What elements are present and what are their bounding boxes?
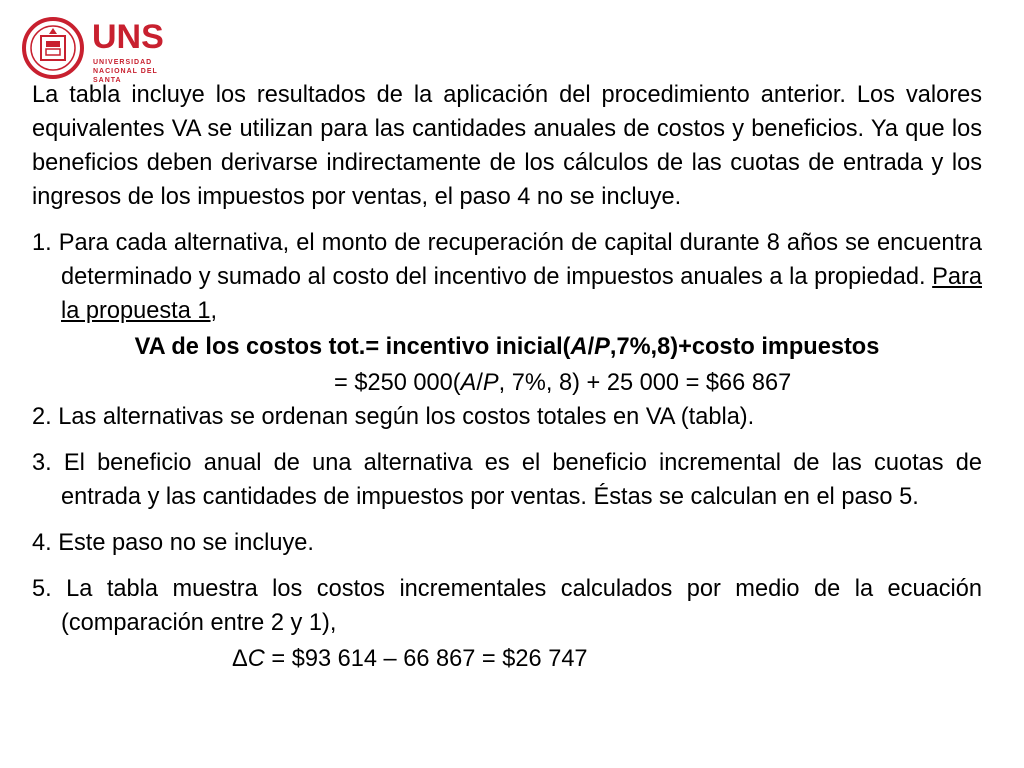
logo-subtitle-line2: NACIONAL DEL SANTA [93,68,158,84]
intro-paragraph: La tabla incluye los resultados de la aplicación del procedimiento anterior. Los valores equivalentes VA se utilizan para las cantidades anuales de costos y beneficios. Ya que los beneficios deben derivarse indirectamente de los cálculos de las cuotas de entrada y los ingresos de los impuestos por ventas, el paso 4 no se incluye. [32,82,982,210]
logo-name: UNS [92,18,164,56]
formula-total-cost [32,330,982,364]
logo-subtitle-line1: UNIVERSIDAD [93,59,153,66]
step-1-after: , [210,298,218,324]
formula-2-slash: / [476,370,483,396]
step-5: 5. La tabla muestra los costos incrementales calculados por medio de la ecuación (comparación entre 2 y 1), [32,576,982,636]
formula-1-slash: / [587,334,595,360]
formula-2-p: P [482,370,499,396]
step-4: 4. Este paso no se incluye. [32,530,314,556]
proposal-1-link: Para la propuesta 1 [61,264,982,324]
formula-2-a: A [460,370,477,396]
formula-2-prefix: = $250 000( [334,370,461,396]
slide-content [32,78,982,676]
formula-1-a: A [570,334,588,360]
step-1 [32,226,982,328]
university-seal-icon [22,14,84,82]
uns-logo [22,14,172,84]
step-1-text: 1. Para cada alternativa, el monto de recuperación de capital durante 8 años se encuentra determinado y sumado al costo del incentivo de impuestos anuales a la propiedad. [32,230,982,290]
delta-symbol: Δ [232,646,248,672]
formula-result [32,366,982,400]
step-2: 2. Las alternativas se ordenan según los costos totales en VA (tabla). [32,404,755,430]
delta-cost-formula [32,642,982,676]
delta-expr: = $93 614 – 66 867 = $26 747 [264,646,588,672]
formula-2-suffix: , 7%, 8) + 25 000 = $66 867 [498,370,792,396]
formula-1-prefix: VA de los costos tot.= incentivo inicial( [134,334,571,360]
formula-1-suffix: ,7%,8)+costo impuestos [609,334,880,360]
step-3: 3. El beneficio anual de una alternativa es el beneficio incremental de las cuotas de entrada y las cantidades de impuestos por ventas. Éstas se calculan en el paso 5. [32,450,982,510]
formula-1-p: P [594,334,610,360]
delta-var: C [247,646,265,672]
